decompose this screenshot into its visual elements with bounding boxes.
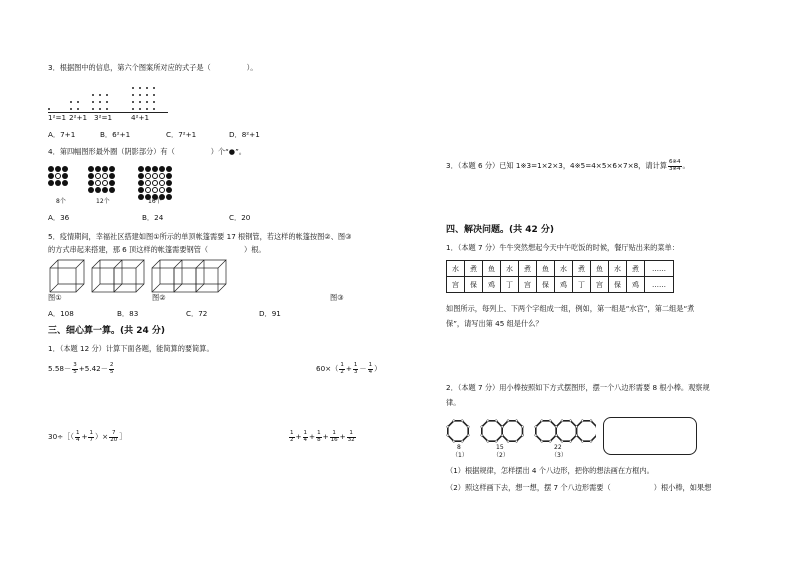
menu-cell: 宫 [447, 277, 465, 293]
filled-dot [88, 180, 94, 186]
octagon [482, 421, 502, 441]
filled-dot [88, 187, 94, 193]
filled-dot [145, 166, 151, 172]
filled-dot [166, 194, 172, 200]
dot [132, 108, 134, 110]
dot [146, 108, 148, 110]
q3-option-a: A．7+1 [48, 130, 76, 139]
circle-patterns [48, 166, 178, 200]
q5-text-1: 5．疫情期间，幸福社区搭建如图①所示的单顶帐篷需要 17 根钢管，若这样的帐篷按图②、图③ [48, 232, 352, 241]
q5-option-c: C．72 [186, 309, 208, 318]
vertex-dot [515, 440, 517, 442]
filled-dot [55, 180, 61, 186]
vertex-dot [487, 420, 489, 422]
filled-dot [55, 166, 61, 172]
q5-option-d: D．91 [259, 309, 281, 318]
formula-1: 1²=1 [48, 113, 67, 122]
filled-dot [138, 187, 144, 193]
dot [139, 94, 141, 96]
s4-q2-sub-2: （2）照这样画下去，想一想，摆 7 个八边形需要（ ）根小棒，如果想 [446, 483, 712, 492]
vertex-dot [569, 420, 571, 422]
dot [153, 87, 155, 89]
filled-dot [159, 166, 165, 172]
s4-q2-text-2: 律。 [446, 398, 461, 407]
answer-box[interactable] [603, 417, 697, 455]
hollow-dot [152, 173, 158, 179]
dot [99, 108, 101, 110]
hollow-dot [102, 173, 108, 179]
q4-label-2: 12个 [96, 198, 110, 205]
vertex-dot [521, 426, 523, 428]
menu-cell: 鱼 [537, 261, 555, 277]
menu-cell: 丁 [501, 277, 519, 293]
menu-cell: 保 [609, 277, 627, 293]
vertex-dot [461, 420, 463, 422]
filled-dot [138, 194, 144, 200]
dot [146, 87, 148, 89]
tent-figures [48, 258, 348, 294]
formula-3: 3²=1 [94, 113, 113, 122]
menu-cell: 保 [537, 277, 555, 293]
menu-cell: 宫 [519, 277, 537, 293]
octagon-figures [446, 418, 596, 446]
hollow-dot [145, 180, 151, 186]
filled-dot [95, 187, 101, 193]
dot [139, 101, 141, 103]
menu-cell: 鸡 [483, 277, 501, 293]
filled-dot [138, 173, 144, 179]
menu-cell: …… [645, 261, 674, 277]
q5-option-b: B．83 [117, 309, 139, 318]
vertex-dot [561, 440, 563, 442]
dot [92, 108, 94, 110]
vertex-dot [507, 420, 509, 422]
q5-option-a: A．108 [48, 309, 74, 318]
vertex-dot [515, 420, 517, 422]
expr-4: $\frac{1}{2}$ + $\frac{1}{4}$ + $\frac{1}{8}$ + $\frac{1}{16}$ + $\frac{1}{32}$ [290, 430, 355, 443]
octagon [556, 421, 576, 441]
r-q3-text: 3．（本题 6 分）已知 1※3=1×2×3，4※5=4×5×6×7×8，请计算 $\frac{6※4}{3※4}$ 。 [446, 159, 690, 172]
filled-dot [102, 187, 108, 193]
menu-cell: 鸡 [555, 277, 573, 293]
menu-cell: 水 [555, 261, 573, 277]
filled-dot [62, 180, 68, 186]
vertex-dot [535, 434, 537, 436]
menu-cell: 煮 [519, 261, 537, 277]
vertex-dot [549, 420, 551, 422]
vertex-dot [549, 440, 551, 442]
vertex-dot [535, 426, 537, 428]
vertex-dot [481, 426, 483, 428]
section-3-q1: 1．（本题 12 分）计算下面各题，能简算的要简算。 [48, 344, 214, 353]
vertex-dot [521, 434, 523, 436]
hollow-dot [95, 180, 101, 186]
menu-cell: 水 [447, 261, 465, 277]
vertex-dot [581, 420, 583, 422]
dot [48, 108, 50, 110]
expr-2: 60×（ $\frac{1}{2}$ + $\frac{1}{3}$ － $\frac{1}{4}$ ） [316, 362, 382, 375]
section-3-title: 三、细心算一算。(共 24 分) [48, 326, 166, 336]
filled-dot [138, 166, 144, 172]
vertex-dot [569, 440, 571, 442]
q4-label-3: 16个 [148, 198, 162, 205]
hollow-dot [145, 173, 151, 179]
filled-dot [48, 173, 54, 179]
vertex-dot [581, 440, 583, 442]
dot [153, 101, 155, 103]
vertex-dot [495, 440, 497, 442]
hollow-dot [152, 187, 158, 193]
vertex-dot [555, 426, 557, 428]
q3-option-d: D．8²+1 [229, 130, 260, 139]
dot [106, 94, 108, 96]
s4-q1-p2: 保”，请写出第 45 组是什么？ [446, 319, 543, 328]
formula-2: 2²+1 [69, 113, 88, 122]
oct-count-2: 15 [496, 444, 504, 451]
q5-fig-1: 图① [48, 293, 62, 302]
filled-dot [62, 166, 68, 172]
vertex-dot [501, 434, 503, 436]
menu-cell: 煮 [573, 261, 591, 277]
vertex-dot [541, 420, 543, 422]
dot [106, 108, 108, 110]
menu-cell: 鱼 [591, 261, 609, 277]
vertex-dot [487, 440, 489, 442]
dot [146, 101, 148, 103]
dot [153, 108, 155, 110]
hollow-dot [152, 180, 158, 186]
dot [99, 94, 101, 96]
vertex-dot [590, 420, 592, 422]
menu-cell: 水 [609, 261, 627, 277]
vertex-dot [507, 440, 509, 442]
dot [139, 87, 141, 89]
hollow-dot [159, 173, 165, 179]
dot [146, 94, 148, 96]
dot [132, 101, 134, 103]
menu-cell: 保 [465, 277, 483, 293]
vertex-dot [453, 440, 455, 442]
vertex-dot [575, 426, 577, 428]
filled-dot [102, 166, 108, 172]
menu-cell: 宫 [591, 277, 609, 293]
hollow-dot [145, 187, 151, 193]
hollow-dot [55, 173, 61, 179]
q3-option-b: B．6²+1 [100, 130, 131, 139]
dot [99, 101, 101, 103]
filled-dot [166, 166, 172, 172]
filled-dot [109, 180, 115, 186]
filled-dot [62, 173, 68, 179]
section-4-title: 四、解决问题。(共 42 分) [446, 225, 555, 235]
vertex-dot [447, 426, 449, 428]
vertex-dot [461, 440, 463, 442]
formula-4: 4²+1 [131, 113, 150, 122]
menu-cell: 水 [501, 261, 519, 277]
filled-dot [166, 180, 172, 186]
octagon [502, 421, 522, 441]
expr-1: 5.58－ $\frac{3}{5}$ +5.42－ $\frac{2}{5}$ [48, 362, 114, 375]
oct-count-3: 22 [554, 444, 562, 451]
dot [132, 87, 134, 89]
q4-option-a: A．36 [48, 213, 70, 222]
octagon [536, 421, 556, 441]
dot [77, 101, 79, 103]
hollow-dot [102, 180, 108, 186]
oct-idx-2: （2） [493, 452, 509, 459]
dot [132, 94, 134, 96]
menu-cell: 鸡 [627, 277, 645, 293]
dot [70, 101, 72, 103]
q4-text: 4．第四幅图形最外圈（阴影部分）有（ ）个“●”。 [48, 147, 246, 156]
vertex-dot [555, 434, 557, 436]
filled-dot [166, 187, 172, 193]
hollow-dot [159, 180, 165, 186]
vertex-dot [447, 434, 449, 436]
oct-idx-3: （3） [551, 452, 567, 459]
vertex-dot [590, 440, 592, 442]
vertex-dot [541, 440, 543, 442]
filled-dot [88, 166, 94, 172]
filled-dot [48, 166, 54, 172]
filled-dot [48, 180, 54, 186]
s4-q2-text-1: 2．（本题 7 分）用小棒按照如下方式摆图形，摆一个八边形需要 8 根小棒。观察规 [446, 383, 710, 392]
dot [92, 94, 94, 96]
expr-3: 30÷［（ $\frac{1}{4}$ + $\frac{1}{7}$ ）× $\frac{7}{20}$ ］ [48, 430, 127, 443]
q3-option-c: C．7²+1 [166, 130, 197, 139]
q3-text: 3．根据图中的信息，第六个图案所对应的式子是（ ）。 [48, 63, 258, 72]
dot-patterns [48, 84, 168, 112]
dot [92, 101, 94, 103]
filled-dot [138, 180, 144, 186]
octagon [577, 421, 597, 441]
oct-count-1: 8 [457, 444, 461, 451]
q5-fig-3: 图③ [330, 293, 344, 302]
dot [77, 108, 79, 110]
hollow-dot [95, 173, 101, 179]
menu-cell: 煮 [627, 261, 645, 277]
filled-dot [152, 166, 158, 172]
dot [106, 101, 108, 103]
vertex-dot [453, 420, 455, 422]
s4-q1-p1: 如图所示，每列上、下两个字组成一组，例如，第一组是“水宫”，第二组是“煮 [446, 304, 695, 313]
menu-table [446, 260, 674, 293]
oct-idx-1: （1） [452, 452, 468, 459]
dot [139, 108, 141, 110]
filled-dot [95, 166, 101, 172]
menu-cell: 鱼 [483, 261, 501, 277]
filled-dot [109, 173, 115, 179]
vertex-dot [501, 426, 503, 428]
section-4-q1: 1．（本题 7 分）牛牛突然想起今天中午吃饭的时候，餐厅贴出来的菜单： [446, 243, 679, 252]
menu-cell: 丁 [573, 277, 591, 293]
filled-dot [88, 173, 94, 179]
hollow-dot [159, 187, 165, 193]
vertex-dot [467, 426, 469, 428]
q4-label-1: 8个 [56, 198, 66, 205]
filled-dot [166, 173, 172, 179]
filled-dot [109, 187, 115, 193]
vertex-dot [467, 434, 469, 436]
vertex-dot [481, 434, 483, 436]
q5-fig-2: 图② [152, 293, 166, 302]
octagon [448, 421, 468, 441]
vertex-dot [575, 434, 577, 436]
q4-option-c: C．20 [229, 213, 251, 222]
vertex-dot [561, 420, 563, 422]
menu-cell: 煮 [465, 261, 483, 277]
dot [70, 108, 72, 110]
q5-text-2: 的方式串起来搭建，那 6 顶这样的帐篷需要钢管（ ）根。 [48, 245, 266, 254]
dot [153, 94, 155, 96]
vertex-dot [495, 420, 497, 422]
q4-option-b: B．24 [142, 213, 164, 222]
s4-q2-sub-1: （1）根据规律，怎样摆出 4 个八边形，把你的想法画在方框内。 [446, 466, 654, 475]
filled-dot [109, 166, 115, 172]
menu-cell: …… [645, 277, 674, 293]
